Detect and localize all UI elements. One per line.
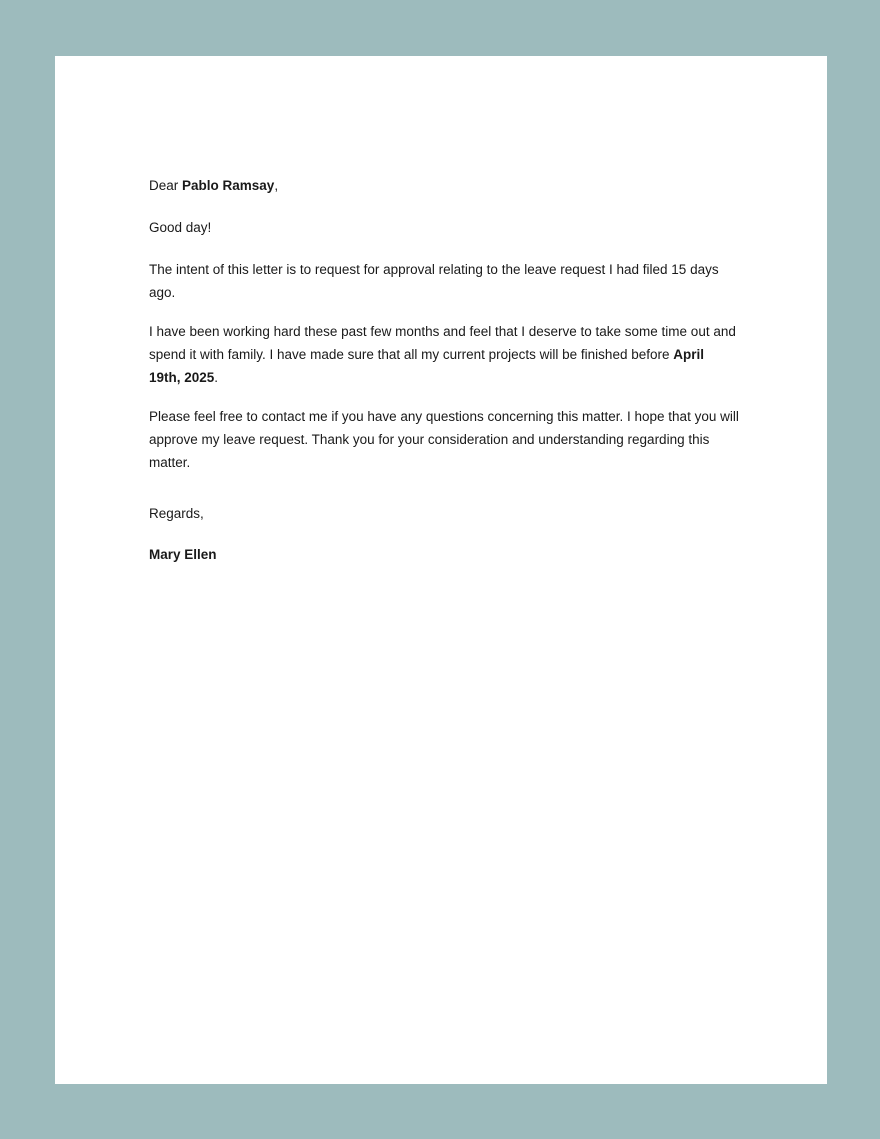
paragraph-reason	[149, 320, 739, 389]
salutation-suffix: ,	[274, 178, 279, 193]
deadline-date: April 19th, 2025	[149, 347, 705, 385]
paragraph-request: The intent of this letter is to request for approval relating to the leave request I had filed 15 days ago.	[149, 262, 719, 300]
paragraph-contact: Please feel free to contact me if you have any questions concerning this matter. I hope that you will approve my leave request. Thank you for your consideration and understanding regarding this matter.	[149, 409, 739, 470]
letter-body	[149, 174, 739, 566]
paragraph-reason-text: I have been working hard these past few months and feel that I deserve to take some time out and spend it with family. I have made sure that all my current projects will be finished before	[149, 324, 736, 362]
greeting: Good day!	[149, 220, 212, 235]
salutation-prefix: Dear	[149, 178, 183, 193]
recipient-name: Pablo Ramsay	[182, 178, 275, 193]
letter-page	[55, 56, 827, 1084]
closing: Regards,	[149, 506, 204, 521]
paragraph-reason-end: .	[214, 370, 219, 385]
signature-name: Mary Ellen	[149, 547, 217, 562]
salutation	[149, 174, 739, 197]
